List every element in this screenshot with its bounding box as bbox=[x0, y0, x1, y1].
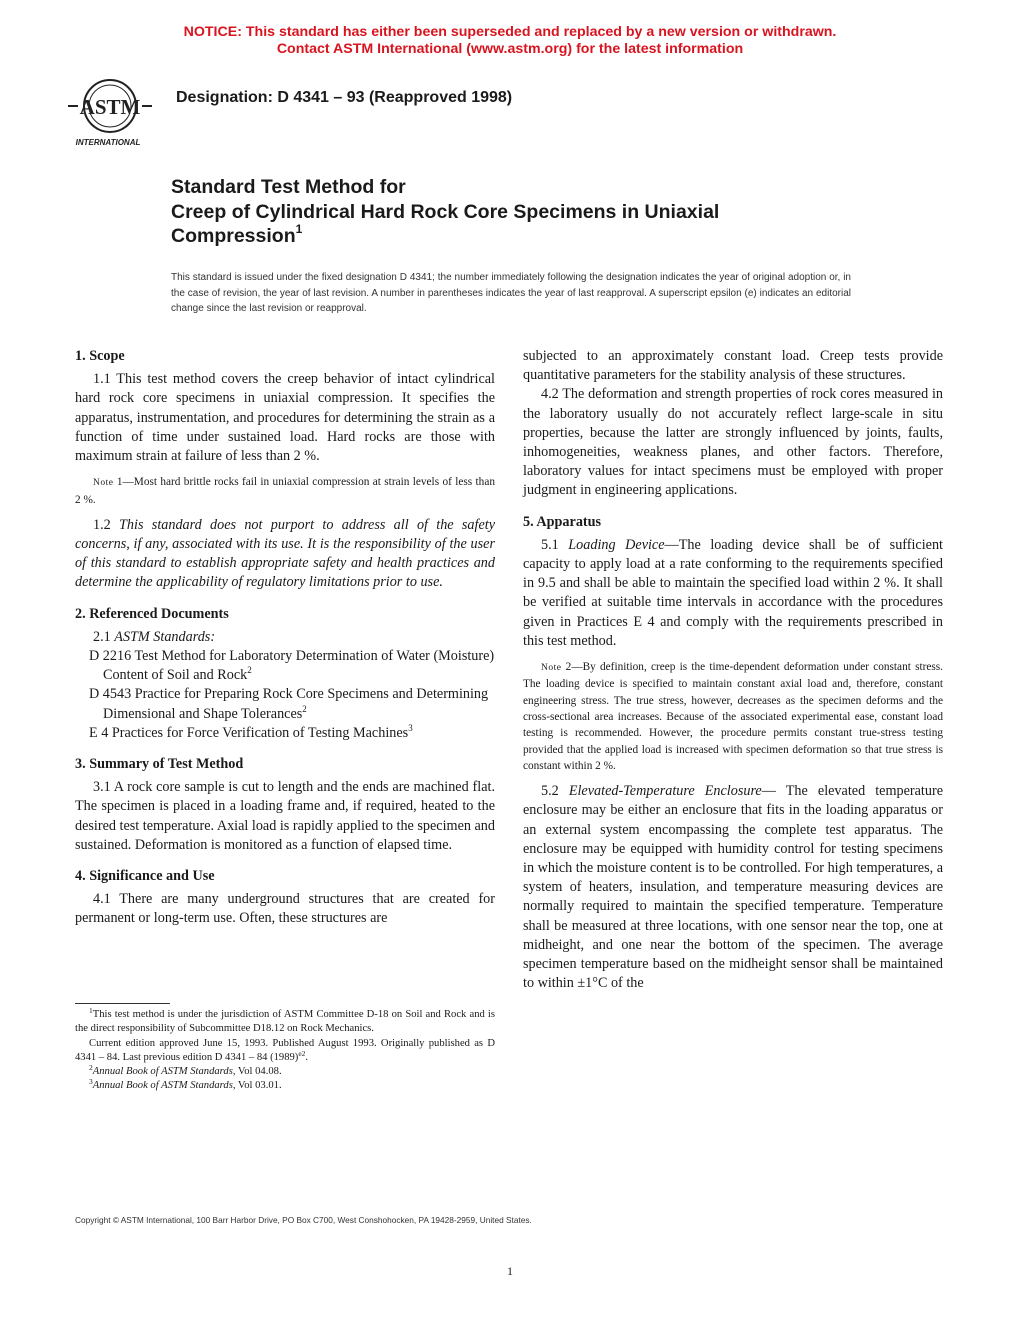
copyright: Copyright © ASTM International, 100 Barr Harbor Drive, PO Box C700, West Conshohocken, PA 19428-2959, United States. bbox=[75, 1215, 532, 1225]
footnote-1-edition-text: Current edition approved June 15, 1993. Published August 1993. Originally published as D 4341 – 84. Last previous edition D 4341 – 84 (1989) bbox=[75, 1037, 495, 1063]
reference-d2216 bbox=[75, 647, 495, 685]
paragraph-4-2: 4.2 The deformation and strength properties of rock cores measured in the laboratory usually do not accurately reflect large-scale in situ properties, because the latter are strongly influenced by joints, faults, inhomogeneities, weakness planes, and other factors. Therefore, laboratory values for intact specimens must be employed with proper judgment in engineering applications. bbox=[523, 386, 943, 499]
document-title bbox=[171, 175, 891, 249]
footnote-1-edition-end: . bbox=[305, 1051, 309, 1063]
notice-line-1: NOTICE: This standard has either been superseded and replaced by a new version or withdrawn. bbox=[183, 24, 837, 40]
footnote-1-edition-mark: e2 bbox=[298, 1048, 306, 1058]
paragraph-5-2-text: — The elevated temperature enclosure may be either an enclosure that fits in the loading apparatus or an external system encompassing the complete test apparatus. The enclosure may be equipped with humidity control for testing specimens in which the moisture content is to be controlled. For high temperatures, a system of heaters, insulation, and temperature measuring devices are normally required to maintain the specified temperature. Temperature shall be measured at three locations, with one sensor near the top, one at midheight, and one near the bottom of the specimen. The average specimen temperature based on the midheight sensor shall be maintained to within ±1°C of the bbox=[523, 783, 944, 992]
paragraph-1-2 bbox=[75, 516, 495, 593]
paragraph-2-1-text: ASTM Standards: bbox=[114, 628, 216, 645]
footnote-2 bbox=[75, 1065, 495, 1079]
footnote-2-mark: 2 bbox=[89, 1063, 93, 1073]
reference-e4-text: E 4 Practices for Force Verification of Testing Machines bbox=[89, 724, 409, 741]
title-line-3-text: Compression bbox=[171, 225, 296, 247]
title-line-3 bbox=[171, 224, 891, 249]
paragraph-5-2 bbox=[523, 782, 943, 993]
issue-note: This standard is issued under the fixed designation D 4341; the number immediately following the designation indicates the year of original adoption or, in the case of revision, the year of last revision. A number in parentheses indicates the year of last reapproval. A superscript epsilon (e) indicates an editorial change since the last revision or reapproval. bbox=[171, 272, 851, 315]
note-1 bbox=[75, 474, 495, 508]
page-number: 1 bbox=[507, 1264, 513, 1278]
paragraph-1-1: 1.1 This test method covers the creep behavior of intact cylindrical hard rock core specimens in uniaxial compression. It specifies the apparatus, instrumentation, and procedures for determining the strain as a function of time under sustained load. Hard rocks are those with maximum strain at failure of less than 2 %. bbox=[75, 371, 495, 465]
paragraph-5-2-term: Elevated-Temperature Enclosure bbox=[568, 783, 762, 800]
footnotes bbox=[75, 1008, 495, 1094]
title-line-1: Standard Test Method for bbox=[171, 176, 406, 198]
note-2-label: Note bbox=[541, 663, 562, 674]
footnote-3-volume: , Vol 03.01. bbox=[232, 1080, 282, 1092]
reference-d4543-text: D 4543 Practice for Preparing Rock Core Specimens and Determining Dimensional and Shape Tolerances bbox=[89, 686, 489, 722]
title-line-2: Creep of Cylindrical Hard Rock Core Specimens in Uniaxial bbox=[171, 200, 720, 223]
section-heading-significance: 4. Significance and Use bbox=[75, 868, 215, 885]
section-heading-apparatus: 5. Apparatus bbox=[523, 513, 602, 530]
footnote-divider bbox=[75, 1003, 170, 1004]
right-column bbox=[523, 347, 943, 993]
note-2-text: 2—By definition, creep is the time-dependent deformation under constant stress. The loading device is specified to maintain constant axial load and, therefore, constant engineering stress. The true stress, however, decreases as the specimen deforms and the cross-sectional area increases. Because of the associated experimental ease, constant load testing is recommended. However, the procedure permits constant true-stress testing provided that the applied load is increased with specimen deformation so that true stress is constant within 2 %. bbox=[523, 661, 943, 772]
footnote-1-text: This test method is under the jurisdiction of ASTM Committee D-18 on Soil and Rock and is the direct responsibility of Subcommittee D18.12 on Rock Mechanics. bbox=[75, 1009, 495, 1035]
withdrawn-notice bbox=[0, 24, 1020, 58]
note-2 bbox=[523, 659, 943, 774]
reference-d4543 bbox=[75, 685, 495, 723]
astm-logo bbox=[64, 76, 162, 148]
paragraph-2-1-number: 2.1 bbox=[93, 628, 115, 645]
footnote-3-mark: 3 bbox=[89, 1077, 93, 1087]
paragraph-5-1-number: 5.1 bbox=[541, 536, 569, 553]
left-column bbox=[75, 347, 495, 929]
section-heading-scope: 1. Scope bbox=[75, 348, 125, 364]
title-footnote-mark: 1 bbox=[295, 222, 303, 236]
paragraph-1-2-number: 1.2 bbox=[93, 516, 120, 533]
designation: Designation: D 4341 – 93 (Reapproved 1998) bbox=[176, 89, 513, 106]
astm-logo-caption: INTERNATIONAL bbox=[75, 138, 141, 147]
paragraph-5-1 bbox=[523, 536, 943, 651]
footnote-3 bbox=[75, 1079, 495, 1093]
paragraph-1-2-text: This standard does not purport to address all of the safety concerns, if any, associated with its use. It is the responsibility of the user of this standard to establish appropriate safety and health practices and determine the applicability of regulatory limitations prior to use. bbox=[75, 516, 495, 591]
note-1-text: 1—Most hard brittle rocks fail in uniaxial compression at strain levels of less than 2 %. bbox=[75, 476, 495, 506]
reference-e4 bbox=[75, 724, 495, 743]
paragraph-4-1-continued: subjected to an approximately constant load. Creep tests provide quantitative parameters for the stability analysis of these structures. bbox=[523, 348, 943, 384]
reference-d4543-mark: 2 bbox=[302, 703, 307, 714]
footnote-2-volume: , Vol 04.08. bbox=[232, 1066, 282, 1078]
paragraph-4-1-start: 4.1 There are many underground structures that are created for permanent or long-term use. Often, these structures are bbox=[75, 891, 495, 927]
paragraph-5-1-term: Loading Device bbox=[568, 536, 665, 553]
footnote-2-title: Annual Book of ASTM Standards bbox=[92, 1066, 233, 1078]
note-1-label: Note bbox=[93, 478, 114, 489]
paragraph-2-1 bbox=[75, 628, 495, 647]
footnote-3-title: Annual Book of ASTM Standards bbox=[92, 1080, 233, 1092]
paragraph-3-1: 3.1 A rock core sample is cut to length and the ends are machined flat. The specimen is placed in a loading frame and, if required, heated to the desired test temperature. Axial load is rapidly applied to the specimen and sustained. Deformation is monitored as a function of elapsed time. bbox=[75, 779, 495, 853]
paragraph-5-1-text: —The loading device shall be of sufficient capacity to apply load at a rate conforming to the requirements specified in 9.5 and shall be able to maintain the specified load within 2 %. It shall be verified at suitable time intervals in accordance with the procedures given in Practices E 4 and comply with the requirements prescribed in this test method. bbox=[523, 536, 943, 649]
section-heading-referenced-documents: 2. Referenced Documents bbox=[75, 605, 229, 622]
section-heading-summary: 3. Summary of Test Method bbox=[75, 756, 244, 773]
reference-e4-mark: 3 bbox=[408, 722, 413, 733]
footnote-1 bbox=[75, 1008, 495, 1037]
footnote-1-mark: 1 bbox=[89, 1006, 93, 1015]
paragraph-5-2-number: 5.2 bbox=[541, 783, 569, 800]
notice-line-2: Contact ASTM International (www.astm.org) for the latest information bbox=[276, 41, 744, 57]
reference-d2216-text: D 2216 Test Method for Laboratory Determination of Water (Moisture) Content of Soil and Rock bbox=[89, 648, 495, 684]
footnote-1-edition bbox=[75, 1037, 495, 1066]
reference-d2216-mark: 2 bbox=[247, 665, 252, 676]
astm-logo-letters: ASTM bbox=[79, 95, 141, 119]
